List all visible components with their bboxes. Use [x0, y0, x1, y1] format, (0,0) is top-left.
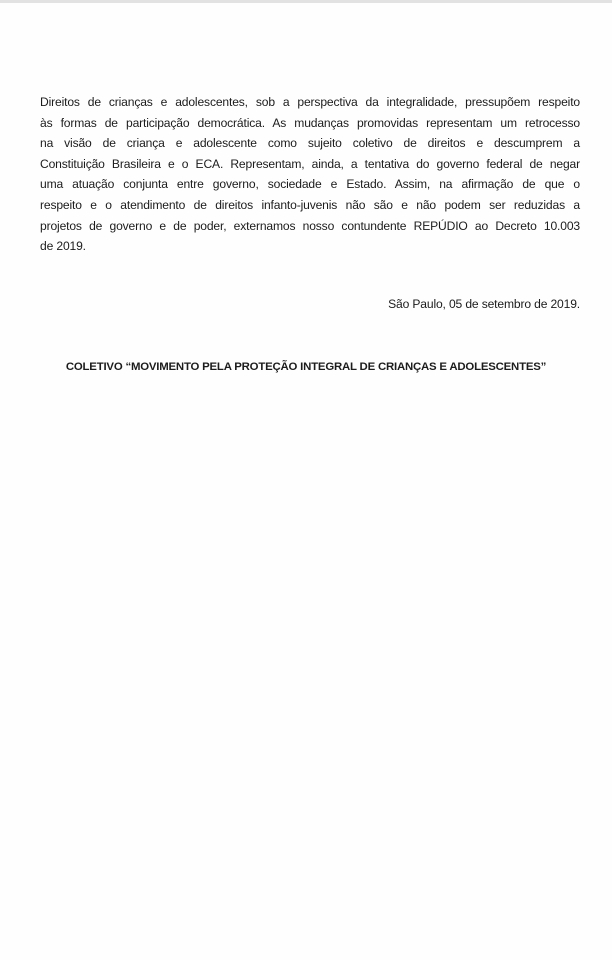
paragraph-line: respeito e o atendimento de direitos infanto-juvenis não são e não podem ser reduzidas a	[40, 197, 580, 212]
paragraph-line: Constituição Brasileira e o ECA. Representam, ainda, a tentativa do governo federal de negar	[40, 156, 580, 171]
body-paragraph	[40, 92, 580, 257]
paragraph-line: Direitos de crianças e adolescentes, sob a perspectiva da integralidade, pressupõem respeito	[40, 95, 580, 109]
paragraph-line: de 2019.	[40, 239, 86, 254]
paragraph-line: projetos de governo e de poder, externamos nosso contundente REPÚDIO ao Decreto 10.003	[40, 218, 580, 233]
paragraph-line: na visão de criança e adolescente como sujeito coletivo de direitos e descumprem a	[40, 136, 580, 151]
signature-collective: COLETIVO “MOVIMENTO PELA PROTEÇÃO INTEGRAL DE CRIANÇAS E ADOLESCENTES”	[65, 361, 547, 373]
date-place-line: São Paulo, 05 de setembro de 2019.	[388, 297, 580, 311]
paragraph-line: às formas de participação democrática. As mudanças promovidas representam um retrocesso	[40, 115, 580, 130]
paragraph-line: uma atuação conjunta entre governo, sociedade e Estado. Assim, na afirmação de que o	[40, 177, 580, 192]
